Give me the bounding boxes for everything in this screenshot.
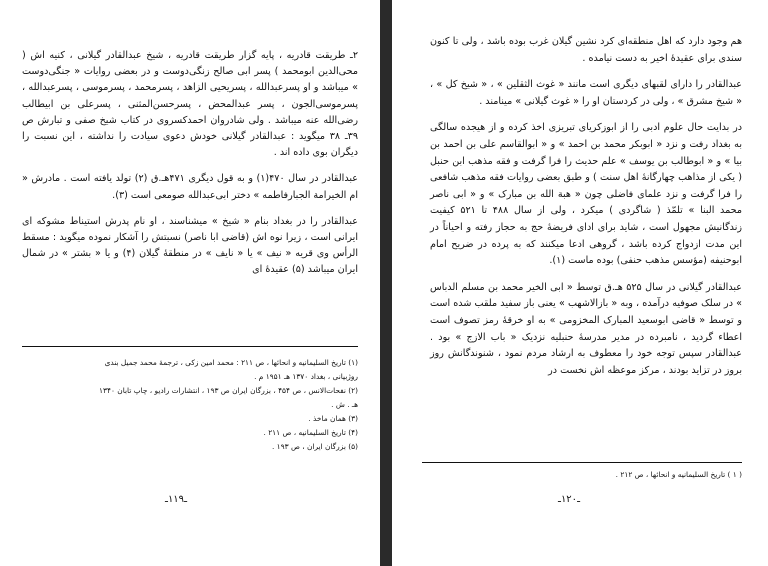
- left-page-body: [22, 48, 358, 289]
- footnote-divider: [422, 462, 742, 463]
- page-number: ـ۱۱۹ـ: [165, 494, 187, 505]
- right-page: [392, 0, 768, 566]
- left-page: [0, 0, 380, 566]
- paragraph: عبدالقادر را در بغداد بنام « شیخ » میشناسند ، او نام پدرش استیناط مشوکه ای ایرانی است ، زیرا نوه اش (قاضی ابا ناصر) نسبتش را آشکار نموده میگوید : مسقط الرأس وی قریه « نیف » یا « نایف » در منطقهٔ گیلان (۴) و یا « بشتر » در شمال ایران میباشد (۵) عقیدهٔ ای: [22, 215, 359, 276]
- page-number: ـ۱۲۰ـ: [558, 494, 580, 505]
- paragraph: عبدالقادر گیلانی در سال ۵۲۵ هـ.ق توسط « ابی الخیر محمد بن مسلم الدباس » در سلک صوفیه درآمده ، وبه « بازالاشهب » یعنی باز سفید ملقب شده است و توسط « قاضی ابوسعید المبارک المخزومی » به او خرقهٔ رمز تصوف است اعطاء گردید ، نامبرده در مدیر مدرسهٔ حنبلیه نزدیک « باب الازج » بود . عبدالقادر سپس توجه خود را معطوف به ارشاد مردم نمود ، شنوندگانش روز بروز در تزاید بودند ، مرکز موعظه اش نخست در: [430, 281, 742, 376]
- left-footnotes: [28, 356, 358, 454]
- footnote: روژبیانی ، بغداد ۱۳۷۰ هـ ۱۹۵۱ م .: [254, 372, 358, 381]
- footnote: (۵) بزرگان ایران ، ص ۱۹۳ .: [271, 442, 358, 451]
- paragraph: در بدایت حال علوم ادبی را از ابوزکریای تبریزی اخذ کرده و از هیجده سالگی به بغداد رفت و نزد « ابوبکر محمد بن احمد » و « ابوالقاسم علی بن احمد بن بیا » و « ابوطالب بن یوسف » علم حدیث را فرا گرفت و فقه مذهب ابن حنبل ( یکی از مذاهب چهارگانهٔ اهل سنت ) و طبق بعضی روایات فقه مذهب شافعی را فرا گرفت و نزد علمای فاضلی چون « هبة الله بن مبارک » و « ابی ناصر محمد البنا » تلمّذ ( شاگردی ) میکرد ، ولی از سال ۴۸۸ تا ۵۲۱ کیفیت زندگانیش مجهول است ، شاید برای ادای فریضهٔ حج به حجاز رفته و احیاناً در این مدت ازدواج کرده باشد ، گروهی ادعا میکنند که به پرده در ضریح امام ابوحنیفه (مؤسس مذهب حنفی) بوده ماست (۱).: [430, 122, 742, 267]
- footnote: (۴) تاریخ السلیمانیه ، ص ۲۱۱ .: [263, 428, 358, 437]
- footnote: ( ۱ ) تاریخ السلیمانیه و انحائها ، ص ۲۱۲ .: [615, 470, 742, 479]
- book-gutter: [380, 0, 392, 566]
- footnote-divider: [22, 346, 358, 347]
- paragraph: ۲ـ طریقت قادریه ، پایه گزار طریقت قادریه ، شیخ عبدالقادر گیلانی ، کنیه اش ( محی‌الدین ابومحمد ) پسر ابی صالح زنگی‌دوست و در بعضی روایات « جنگی‌دوست » میباشد و او پسرعبدالله ، پسریحیی الزاهد ، پسرمحمد ، پسرموسی ، پسرعبدالله ، پسرموسی‌الجون ، پسر عبدالمحض ، پسرحسن‌المثنی ، پسرعلی بن ابیطالب رضی‌الله عنه میباشد . ولی شادروان احمدکسروی در کتاب شیخ صفی و تبارش ص ۳۹ـ ۳۸ میگوید : عبدالقادر گیلانی خودش دعوی سیادت را نداشته ، این نسبت را دیگران بوی داده اند .: [22, 50, 358, 159]
- paragraph: عبدالقادر در سال ۴۷۰(۱) و به قول دیگری ۴۷۱هـ.ق (۲) تولد یافته است . مادرش « ام الخیر‌امة الجبار‌فاطمه » دختر ابی‌عبدالله صومعی است (۳).: [22, 173, 359, 201]
- right-page-body: [430, 34, 742, 389]
- paragraph: هم وجود دارد که اهل منطقه‌ای کرد نشین گیلان غرب بوده باشد ، ولی تا کنون سندی برای عقیدهٔ اخیر به دست نیامده .: [430, 36, 742, 64]
- footnote: (۲) نفحات‌الانس ، ص ۴۵۴ ، بزرگان ایران ص ۱۹۳ ، انتشارات رادیو ، چاپ تابان ۱۳۴۰: [99, 386, 358, 395]
- paragraph: عبدالقادر را دارای لقبهای دیگری است مانند « غوث الثقلین » ، « شیخ کل » ، « شیخ مشرق » ، ولی در کردستان او را « غوث گیلانی » مینامند .: [430, 79, 742, 107]
- footnote: (۱) تاریخ السلیمانیه و انحائها ، ص ۲۱۱ : محمد امین زکی ، ترجمهٔ محمد جمیل بندی: [104, 358, 358, 367]
- right-footnotes: [422, 468, 742, 482]
- footnote: (۳) همان ماخذ .: [308, 414, 358, 423]
- footnote: هـ . ش .: [331, 400, 358, 409]
